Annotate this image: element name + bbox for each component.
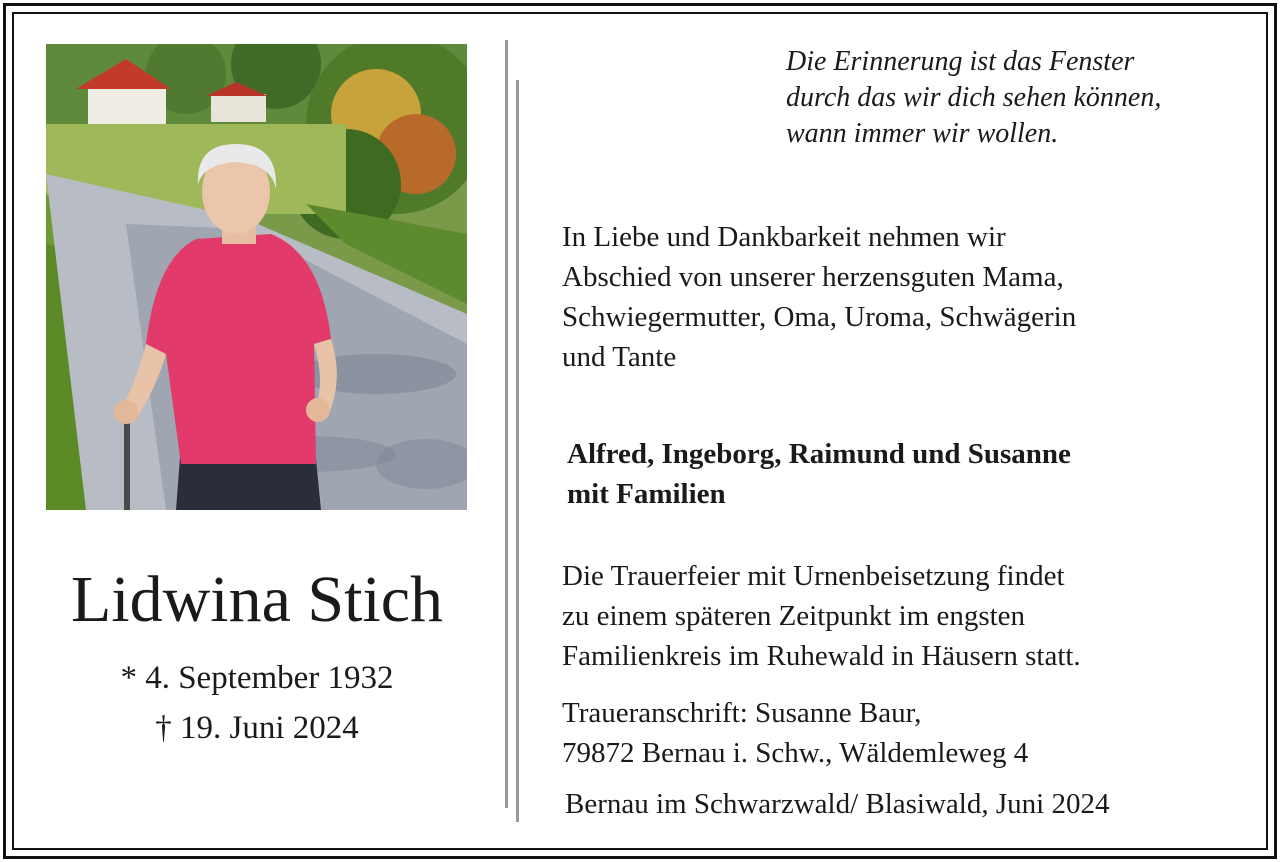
quote-line: durch das wir dich sehen können, [786,82,1162,113]
farewell-text [562,217,1252,377]
ceremony-line: Die Trauerfeier mit Urnenbeisetzung findet [562,560,1065,592]
farewell-line: Schwiegermutter, Oma, Uroma, Schwägerin [562,301,1077,333]
portrait-photo [46,44,467,510]
ceremony-line: Familienkreis im Ruhewald in Häusern statt. [562,640,1081,672]
quote-line: wann immer wir wollen. [786,118,1059,149]
quote-line: Die Erinnerung ist das Fenster [786,46,1135,77]
family-line: mit Familien [567,478,726,510]
farewell-line: In Liebe und Dankbarkeit nehmen wir [562,221,1006,253]
divider-line-right [516,80,519,822]
family-names [567,434,1257,514]
divider-line-left [505,40,508,808]
mourning-address [562,693,1252,773]
death-date: † 19. Juni 2024 [155,710,359,746]
memorial-quote [786,44,1256,152]
ceremony-text [562,556,1252,676]
farewell-line: und Tante [562,341,677,373]
deceased-name: Lidwina Stich [70,563,444,636]
farewell-line: Abschied von unserer herzensguten Mama, [562,261,1064,293]
birth-date: * 4. September 1932 [120,660,394,696]
address-line: Traueranschrift: Susanne Baur, [562,697,922,729]
place-and-date: Bernau im Schwarzwald/ Blasiwald, Juni 2024 [565,788,1110,820]
address-line: 79872 Bernau i. Schw., Wäldemleweg 4 [562,737,1029,769]
family-line: Alfred, Ingeborg, Raimund und Susanne [567,438,1071,470]
ceremony-line: zu einem späteren Zeitpunkt im engsten [562,600,1026,632]
